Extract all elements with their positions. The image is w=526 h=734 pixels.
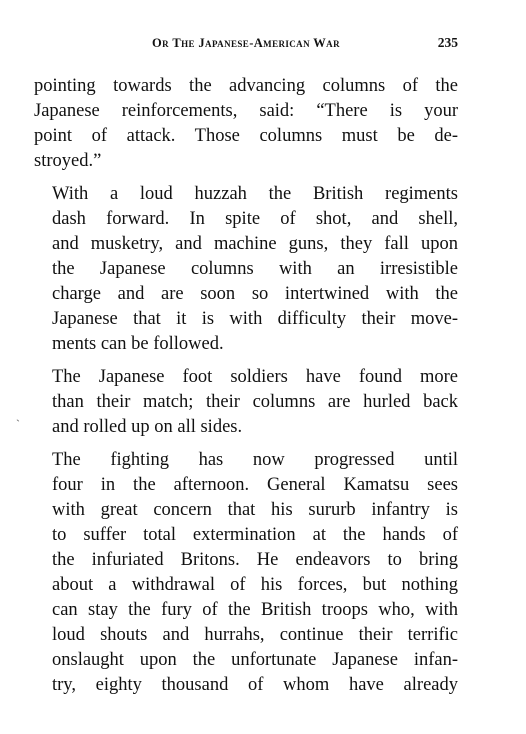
text-line: stroyed.” bbox=[34, 151, 102, 171]
running-title: Or The Japanese-American War bbox=[152, 36, 340, 50]
text-line: charge and are soon so intertwined with the bbox=[52, 284, 458, 304]
paragraph-2 bbox=[34, 182, 458, 357]
text-line: Japanese that it is with difficulty their move- bbox=[52, 309, 458, 329]
text-line: With a loud huzzah the British regiments bbox=[52, 184, 458, 204]
text-line: and rolled up on all sides. bbox=[52, 417, 243, 437]
text-line: about a withdrawal of his forces, but nothing bbox=[52, 575, 458, 595]
margin-mark: ˎ bbox=[16, 408, 20, 422]
text-line: pointing towards the advancing columns of the bbox=[34, 76, 458, 96]
text-line: and musketry, and machine guns, they fall upon bbox=[52, 234, 458, 254]
text-line: onslaught upon the unfortunate Japanese infan- bbox=[52, 650, 458, 670]
text-line: Japanese reinforcements, said: “There is your bbox=[34, 101, 458, 121]
text-line: to suffer total extermination at the hands of bbox=[52, 525, 458, 545]
body-text bbox=[34, 74, 458, 706]
text-line: the Japanese columns with an irresistible bbox=[52, 259, 458, 279]
paragraph-3 bbox=[34, 365, 458, 440]
running-head bbox=[34, 33, 458, 53]
text-line: try, eighty thousand of whom have already bbox=[52, 675, 458, 695]
paragraph-4 bbox=[34, 448, 458, 698]
text-line: point of attack. Those columns must be de- bbox=[34, 126, 458, 146]
text-line: dash forward. In spite of shot, and shell, bbox=[52, 209, 458, 229]
text-line: ments can be followed. bbox=[52, 334, 224, 354]
paragraph-1 bbox=[34, 74, 458, 174]
text-line: with great concern that his sururb infantry is bbox=[52, 500, 458, 520]
text-line: the infuriated Britons. He endeavors to bring bbox=[52, 550, 458, 570]
text-line: The Japanese foot soldiers have found more bbox=[52, 367, 458, 387]
text-line: The fighting has now progressed until bbox=[52, 450, 458, 470]
text-line: than their match; their columns are hurled back bbox=[52, 392, 458, 412]
page-number: 235 bbox=[437, 35, 458, 50]
text-line: loud shouts and hurrahs, continue their terrific bbox=[52, 625, 458, 645]
text-line: four in the afternoon. General Kamatsu sees bbox=[52, 475, 458, 495]
text-line: can stay the fury of the British troops who, with bbox=[52, 600, 458, 620]
